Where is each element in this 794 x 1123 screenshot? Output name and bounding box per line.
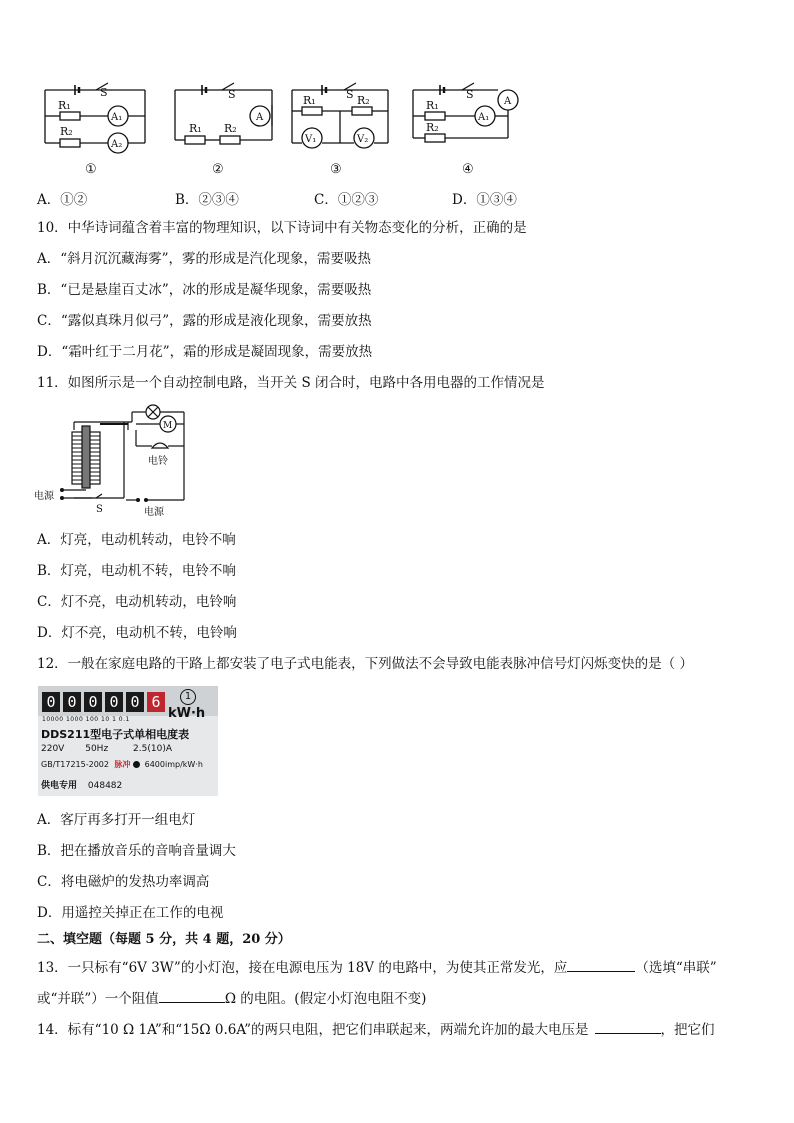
q10-option-c[interactable]: C．“露似真珠月似弓”，露的形成是液化现象，需要放热 [37, 313, 372, 329]
q13-blank-2[interactable] [159, 988, 225, 1003]
c4-r2-label: R₂ [426, 121, 439, 134]
q10-option-b[interactable]: B．“已是悬崖百丈冰”，冰的形成是凝华现象，需要吸热 [37, 282, 372, 298]
section-title-fill-in: 二、填空题（每题 5 分，共 4 题，20 分） [37, 932, 291, 947]
meter-rating-row [41, 744, 215, 754]
meter-serial: 048482 [87, 781, 123, 791]
meter-digit-6: 6 [147, 692, 165, 712]
c2-ammeter-label: A [256, 112, 264, 123]
c3-voltmeter2-label: V₂ [357, 134, 369, 145]
meter-standard: GB/T17215-2002 [41, 760, 109, 769]
c4-ammeter1-label: A₁ [478, 112, 490, 123]
circuit-label-3: ③ [330, 162, 342, 177]
c2-r1-label: R₁ [189, 122, 202, 135]
q11-power-bottom-label: 电源 [144, 507, 164, 518]
q14-blank-1[interactable] [595, 1019, 661, 1034]
q10-option-a[interactable]: A．“斜月沉沉藏海雾”，雾的形成是汽化现象，需要吸热 [37, 251, 372, 267]
circuit-label-2: ② [212, 162, 224, 177]
q13-text-3: 或“并联”）一个阻值 [37, 991, 159, 1007]
meter-digit-1: 0 [42, 692, 60, 712]
meter-serial-row [41, 778, 122, 791]
meter-voltage: 220V [41, 744, 65, 754]
q9-option-c[interactable]: C．①②③ [314, 192, 379, 208]
meter-pulse-label: 脉冲 [114, 760, 131, 769]
q11-relay-circuit-figure [34, 402, 194, 520]
q9-option-b[interactable]: B．②③④ [175, 192, 239, 208]
meter-constant: 6400imp/kW·h [144, 760, 203, 769]
c3-switch-label: S [346, 88, 354, 101]
meter-unit: kW·h [168, 706, 206, 721]
q10-stem: 10．中华诗词蕴含着丰富的物理知识，以下诗词中有关物态变化的分析，正确的是 [37, 220, 527, 236]
circuit-label-4: ④ [462, 162, 474, 177]
q9-circuit-figures [30, 78, 540, 178]
q11-motor-label: M [163, 421, 173, 431]
q11-option-d[interactable]: D．灯不亮，电动机不转，电铃响 [37, 625, 237, 641]
q12-option-b[interactable]: B．把在播放音乐的音响音量调大 [37, 843, 236, 859]
q12-electric-meter-photo [38, 686, 218, 796]
q11-stem: 11．如图所示是一个自动控制电路，当开关 S 闭合时，电路中各用电器的工作情况是 [37, 375, 545, 391]
meter-standard-row [41, 759, 217, 770]
meter-current: 2.5(10)A [133, 744, 172, 754]
meter-frequency: 50Hz [85, 744, 109, 754]
c4-ammeter-label: A [504, 96, 512, 107]
q11-option-b[interactable]: B．灯亮，电动机不转，电铃不响 [37, 563, 236, 579]
q11-bell-label: 电铃 [148, 456, 168, 467]
q14-text-2: ，把它们 [660, 1022, 715, 1038]
meter-digit-3: 0 [84, 692, 102, 712]
meter-scale: 10000 1000 100 10 1 0.1 [42, 716, 130, 723]
q11-power-left-label: 电源 [34, 491, 54, 502]
meter-digit-2: 0 [63, 692, 81, 712]
q13-line-2 [37, 988, 426, 1008]
circuit-label-1: ① [85, 162, 97, 177]
c4-switch-label: S [466, 88, 474, 101]
q14-text-1: 14．标有“10 Ω 1A”和“15Ω 0.6A”的两只电阻，把它们串联起来，两端允许加的最大电压是 [37, 1022, 589, 1038]
c1-ammeter2-label: A₂ [111, 139, 123, 150]
q11-option-c[interactable]: C．灯不亮，电动机转动，电铃响 [37, 594, 237, 610]
q13-text-4: Ω 的电阻。(假定小灯泡电阻不变) [224, 991, 427, 1007]
c1-r2-label: R₂ [60, 125, 73, 138]
q10-option-d[interactable]: D．“霜叶红于二月花”，霜的形成是凝固现象，需要放热 [37, 344, 373, 360]
q12-option-c[interactable]: C．将电磁炉的发热功率调高 [37, 874, 210, 890]
q12-option-a[interactable]: A．客厅再多打开一组电灯 [37, 812, 196, 828]
q12-option-d[interactable]: D．用遥控关掉正在工作的电视 [37, 905, 224, 921]
meter-ring-number: 1 [180, 689, 196, 705]
meter-digit-5: 0 [126, 692, 144, 712]
q14-line-1 [37, 1019, 715, 1039]
c1-switch-label: S [100, 86, 108, 99]
c4-r1-label: R₁ [426, 99, 439, 112]
q9-option-d[interactable]: D．①③④ [452, 192, 517, 208]
q11-option-a[interactable]: A．灯亮，电动机转动，电铃不响 [37, 532, 236, 548]
q11-switch-label: S [96, 504, 103, 515]
q13-line-1 [37, 957, 717, 977]
q13-text-2: （选填“串联” [635, 960, 717, 976]
q9-option-a[interactable]: A．①② [37, 192, 88, 208]
q12-stem: 12．一般在家庭电路的干路上都安装了电子式电能表，下列做法不会导致电能表脉冲信号灯闪烁变快的是（ ） [37, 656, 693, 672]
c3-r2-label: R₂ [357, 94, 370, 107]
c1-r1-label: R₁ [58, 99, 71, 112]
c2-switch-label: S [228, 88, 236, 101]
c3-r1-label: R₁ [303, 94, 316, 107]
q13-text-1: 13．一只标有“6V 3W”的小灯泡，接在电源电压为 18V 的电路中，为使其正常发光，应 [37, 960, 568, 976]
c2-r2-label: R₂ [224, 122, 237, 135]
meter-digit-4: 0 [105, 692, 123, 712]
pulse-led-icon [133, 761, 140, 768]
meter-digits [42, 692, 165, 712]
c3-voltmeter1-label: V₁ [305, 134, 317, 145]
meter-supply-label: 供电专用 [41, 781, 78, 791]
meter-model: DDS211型电子式单相电度表 [41, 728, 190, 741]
c1-ammeter1-label: A₁ [111, 112, 123, 123]
q13-blank-1[interactable] [567, 957, 635, 972]
